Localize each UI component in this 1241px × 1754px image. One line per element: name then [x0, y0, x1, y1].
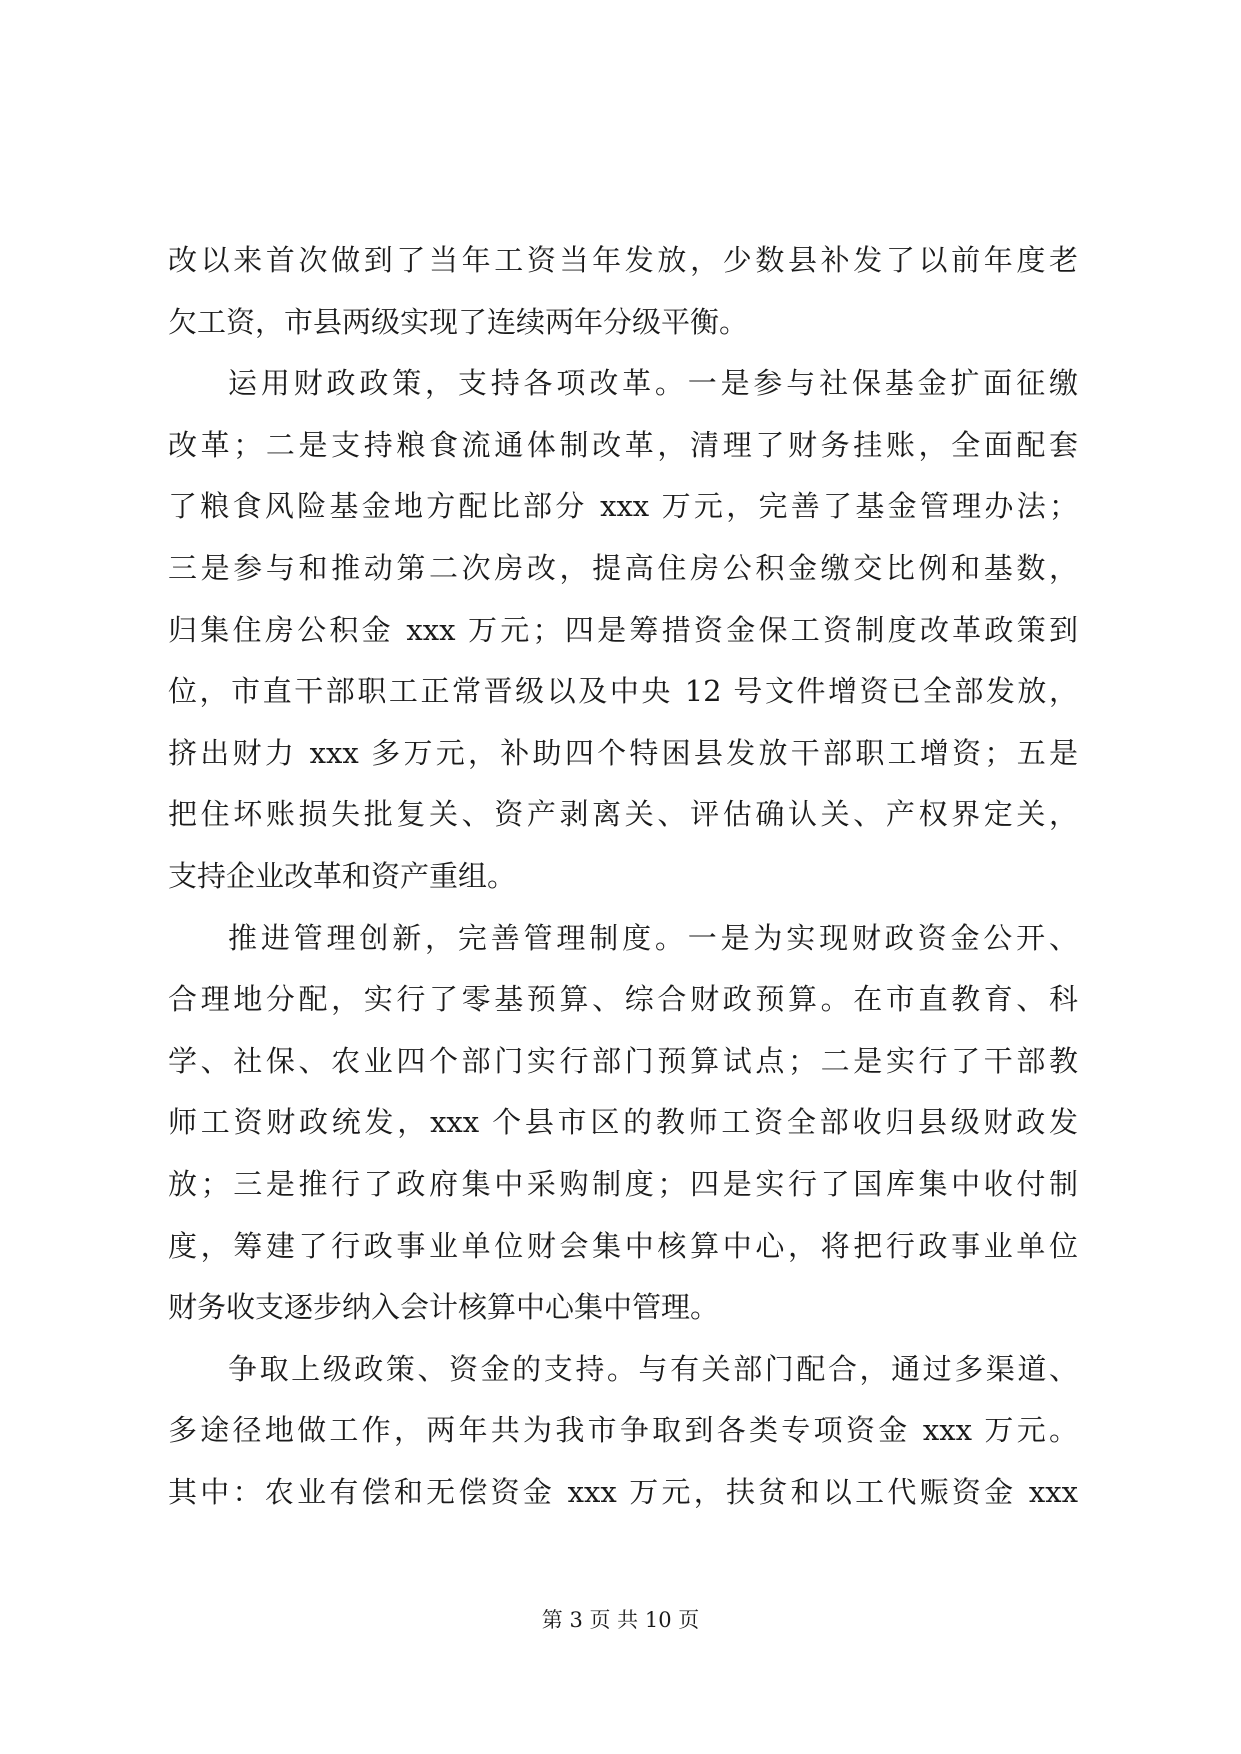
text-line: 改革；二是支持粮食流通体制改革，清理了财务挂账，全面配套 — [168, 427, 1078, 462]
text-line: 三是参与和推动第二次房改，提高住房公积金缴交比例和基数， — [168, 550, 1078, 585]
text-line: 支持企业改革和资产重组。 — [168, 858, 517, 893]
text-line: 欠工资，市县两级实现了连续两年分级平衡。 — [168, 304, 749, 339]
text-line: 把住坏账损失批复关、资产剥离关、评估确认关、产权界定关， — [168, 797, 1078, 832]
document-body — [168, 230, 1078, 1523]
text-line: 合理地分配，实行了零基预算、综合财政预算。在市直教育、科 — [168, 982, 1078, 1017]
text-line: 财务收支逐步纳入会计核算中心集中管理。 — [168, 1290, 720, 1325]
text-line: 其中：农业有偿和无偿资金 xxx 万元，扶贫和以工代赈资金 xxx — [168, 1474, 1078, 1509]
paragraph-first-line: 争取上级政策、资金的支持。与有关部门配合，通过多渠道、 — [228, 1351, 1078, 1386]
text-line: 师工资财政统发，xxx 个县市区的教师工资全部收归县级财政发 — [168, 1105, 1078, 1140]
text-line: 多途径地做工作，两年共为我市争取到各类专项资金 xxx 万元。 — [168, 1413, 1078, 1448]
page-number-footer: 第 3 页 共 10 页 — [541, 1608, 700, 1632]
paragraph-first-line: 推进管理创新，完善管理制度。一是为实现财政资金公开、 — [228, 920, 1078, 955]
text-line: 挤出财力 xxx 多万元，补助四个特困县发放干部职工增资；五是 — [168, 735, 1078, 770]
text-line: 改以来首次做到了当年工资当年发放，少数县补发了以前年度老 — [168, 243, 1078, 277]
text-line: 归集住房公积金 xxx 万元；四是筹措资金保工资制度改革政策到 — [168, 612, 1078, 647]
text-line: 了粮食风险基金地方配比部分 xxx 万元，完善了基金管理办法； — [168, 489, 1078, 524]
paragraph-first-line: 运用财政政策，支持各项改革。一是参与社保基金扩面征缴 — [228, 366, 1078, 401]
text-line: 位，市直干部职工正常晋级以及中央 12 号文件增资已全部发放， — [168, 674, 1078, 709]
text-line: 学、社保、农业四个部门实行部门预算试点；二是实行了干部教 — [168, 1043, 1078, 1078]
text-line: 度，筹建了行政事业单位财会集中核算中心，将把行政事业单位 — [168, 1228, 1078, 1263]
text-line: 放；三是推行了政府集中采购制度；四是实行了国库集中收付制 — [168, 1166, 1078, 1201]
